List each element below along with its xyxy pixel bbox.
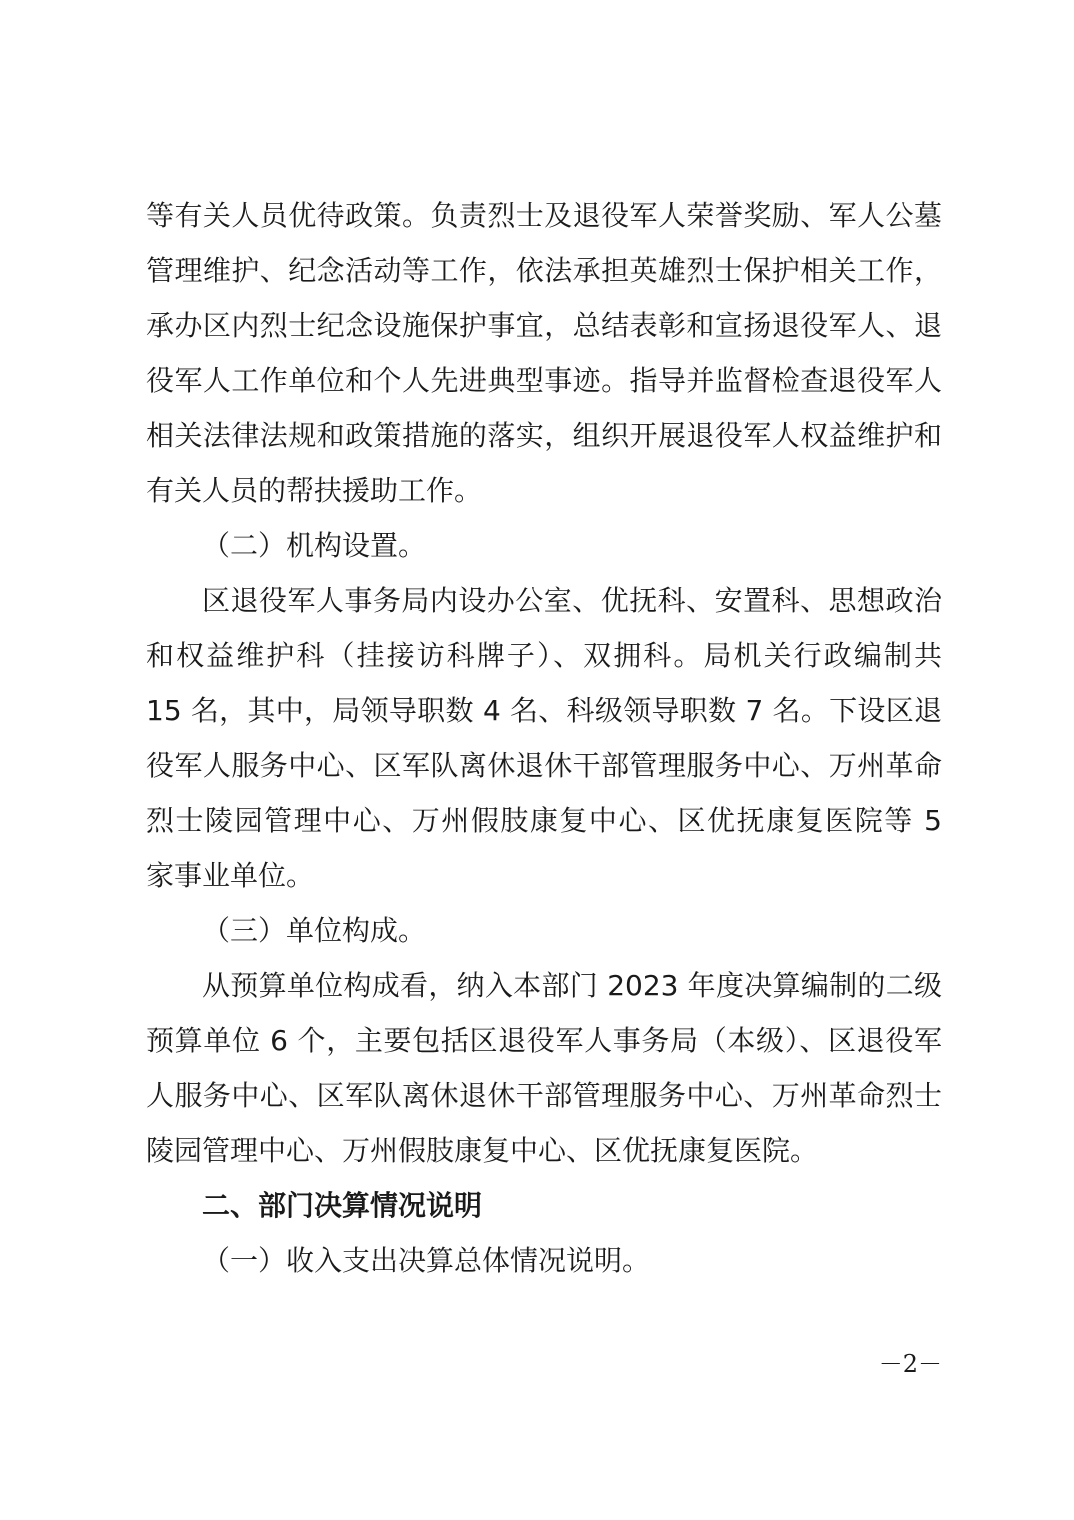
text-line: （二）机构设置。 [202,529,427,562]
text-line: 役军人工作单位和个人先进典型事迹。指导并监督检查退役军人 [146,364,942,397]
text-line: 和权益维护科（挂接访科牌子）、双拥科。局机关行政编制共 [146,639,942,672]
text-line: 管理维护、纪念活动等工作，依法承担英雄烈士保护相关工作， [146,254,942,287]
text-line: 役军人服务中心、区军队离休退休干部管理服务中心、万州革命 [146,749,942,782]
text-line: 从预算单位构成看，纳入本部门 2023 年度决算编制的二级 [202,969,942,1002]
text-line: 烈士陵园管理中心、万州假肢康复中心、区优抚康复医院等 5 [146,804,942,837]
page-number: －2－ [878,1350,942,1378]
text-line: 相关法律法规和政策措施的落实，组织开展退役军人权益维护和 [146,419,942,452]
text-line: 有关人员的帮扶援助工作。 [146,474,483,507]
text-line: 预算单位 6 个，主要包括区退役军人事务局（本级）、区退役军 [146,1024,942,1057]
section-heading: 二、部门决算情况说明 [202,1189,483,1222]
text-line: 承办区内烈士纪念设施保护事宜，总结表彰和宣扬退役军人、退 [146,309,942,342]
text-line: 等有关人员优待政策。负责烈士及退役军人荣誉奖励、军人公墓 [146,199,942,232]
text-line: 陵园管理中心、万州假肢康复中心、区优抚康复医院。 [146,1134,819,1167]
text-line: 家事业单位。 [146,859,315,892]
text-line: 人服务中心、区军队离休退休干部管理服务中心、万州革命烈士 [146,1079,942,1112]
text-line: 区退役军人事务局内设办公室、优抚科、安置科、思想政治 [202,584,942,617]
text-line: （三）单位构成。 [202,914,427,947]
body-text [146,188,942,1288]
text-line: （一）收入支出决算总体情况说明。 [202,1244,651,1277]
text-line: 15 名，其中，局领导职数 4 名、科级领导职数 7 名。下设区退 [146,694,942,727]
